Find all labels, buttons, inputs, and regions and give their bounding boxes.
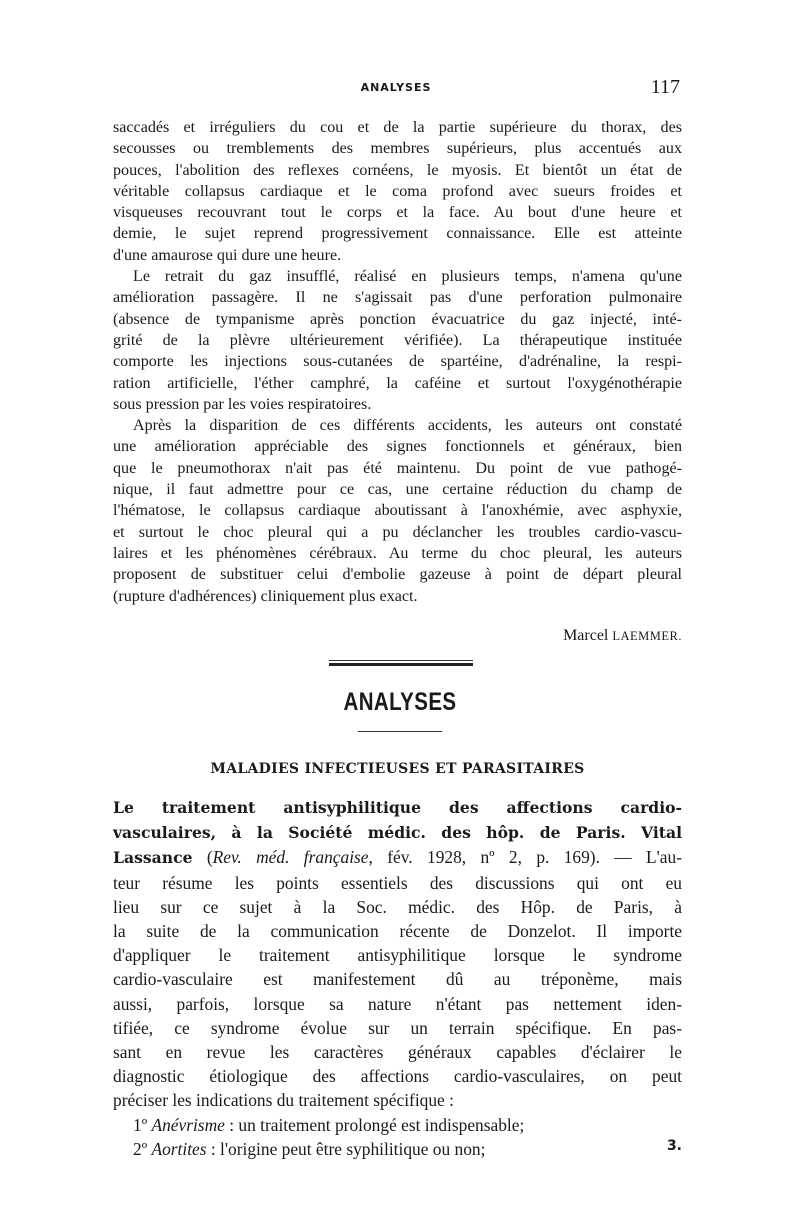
text-line: teur résume les points essentiels des discussions qui ont eu (113, 872, 682, 893)
article-title-line: vasculaires, à la Société médic. des hôp. de Paris. Vital (113, 823, 682, 843)
text-line: ration artificielle, l'éther camphré, la caféine et surtout l'oxygénothérapie (113, 374, 682, 392)
text-line: aussi, parfois, lorsque sa nature n'étant pas nettement iden- (113, 993, 682, 1014)
text-line: l'hématose, le collapsus cardiaque aboutissant à l'anoxhémie, avec asphyxie, (113, 502, 682, 520)
section-divider (329, 660, 473, 666)
section-title: ANALYSES (343, 688, 457, 716)
text-line: saccadés et irréguliers du cou et de la partie supérieure du thorax, des (113, 119, 682, 136)
text-line: tifiée, ce syndrome évolue sur un terrain spécifique. En pas- (113, 1017, 682, 1038)
signature-last-name: LAEMMER. (612, 629, 682, 643)
text-line: demie, le sujet reprend progressivement connaissance. Elle est atteinte (113, 225, 682, 243)
author-signature (563, 627, 682, 645)
text-line: et surtout le choc pleural qui a pu déclancher les troubles cardio-vascu- (113, 523, 682, 541)
text-line: une amélioration appréciable des signes fonctionnels et généraux, bien (113, 438, 682, 456)
text-line: (absence de tympanisme après ponction évacuatrice du gaz injecté, inté- (113, 310, 682, 328)
text-line: amélioration passagère. Il ne s'agissait pas d'une perforation pulmonaire (113, 289, 682, 307)
text-line: pouces, l'abolition des reflexes cornéens, le myosis. Et bientôt un état de (113, 161, 682, 179)
text-line: sant en revue les caractères généraux capables d'éclairer le (113, 1042, 682, 1063)
running-head (112, 78, 680, 98)
text-line: grité de la plèvre ultérieurement vérifiée). La thérapeutique instituée (113, 331, 682, 349)
subsection-title: MALADIES INFECTIEUSES ET PARASITAIRES (210, 761, 585, 777)
text-line: laires et les phénomènes cérébraux. Au terme du choc pleural, les auteurs (113, 544, 682, 562)
page-number: 117 (650, 76, 680, 98)
list-item: 2º Aortites : l'origine peut être syphilitique ou non; (133, 1138, 486, 1159)
text-line: nique, il faut admettre pour ce cas, une certaine réduction du champ de (113, 481, 682, 499)
journal-name: Rev. méd. française (212, 847, 369, 868)
text-line: (rupture d'adhérences) cliniquement plus exact. (113, 587, 418, 605)
text-line: Après la disparition de ces différents accidents, les auteurs ont constaté (133, 417, 682, 435)
continued-review-text (113, 117, 682, 607)
text-line: visqueuses recouvrant tout le corps et la face. Au bout d'une heure et (113, 204, 682, 222)
text-line: Le retrait du gaz insufflé, réalisé en plusieurs temps, n'amena qu'une (133, 268, 682, 286)
text-line: véritable collapsus cardiaque et le coma profond avec sueurs froides et (113, 182, 682, 200)
list-item: 1º Anévrisme : un traitement prolongé est indispensable; (133, 1114, 525, 1135)
text-line: la suite de la communication récente de Donzelot. Il importe (113, 921, 682, 942)
text-line: secousses ou tremblements des membres supérieurs, plus accentués aux (113, 140, 682, 158)
article-citation-line: Lassance (Rev. méd. française, fév. 1928, nº 2, p. 169). — L'au- (113, 847, 682, 868)
text-line: lieu sur ce sujet à la Soc. médic. des Hôp. de Paris, à (113, 896, 682, 917)
text-line: proposent de substituer celui d'embolie gazeuse à point de départ pleural (113, 566, 682, 584)
text-line: d'appliquer le traitement antisyphilitique lorsque le syndrome (113, 945, 682, 966)
article-abstract (113, 795, 682, 1161)
citation-details: , fév. 1928, nº 2, p. 169). — L'au- (368, 847, 682, 868)
text-line: préciser les indications du traitement spécifique : (113, 1090, 454, 1111)
article-author: Lassance (113, 848, 193, 868)
text-line: diagnostic étiologique des affections cardio-vasculaires, on peut (113, 1066, 682, 1087)
signature-first-name: Marcel (563, 627, 609, 644)
text-line: cardio-vasculaire est manifestement dû au tréponème, mais (113, 969, 682, 990)
text-line: sous pression par les voies respiratoires. (113, 395, 372, 413)
text-line: comporte les injections sous-cutanées de spartéine, d'adrénaline, la respi- (113, 353, 682, 371)
text-line: que le pneumothorax n'ait pas été maintenu. Du point de vue pathogé- (113, 459, 682, 477)
text-line: d'une amaurose qui dure une heure. (113, 246, 342, 264)
article-title-line: Le traitement antisyphilitique des affections cardio- (113, 798, 682, 817)
running-title: ANALYSES (360, 81, 432, 94)
signature-mark: 3. (666, 1138, 682, 1154)
title-underline (358, 731, 442, 732)
